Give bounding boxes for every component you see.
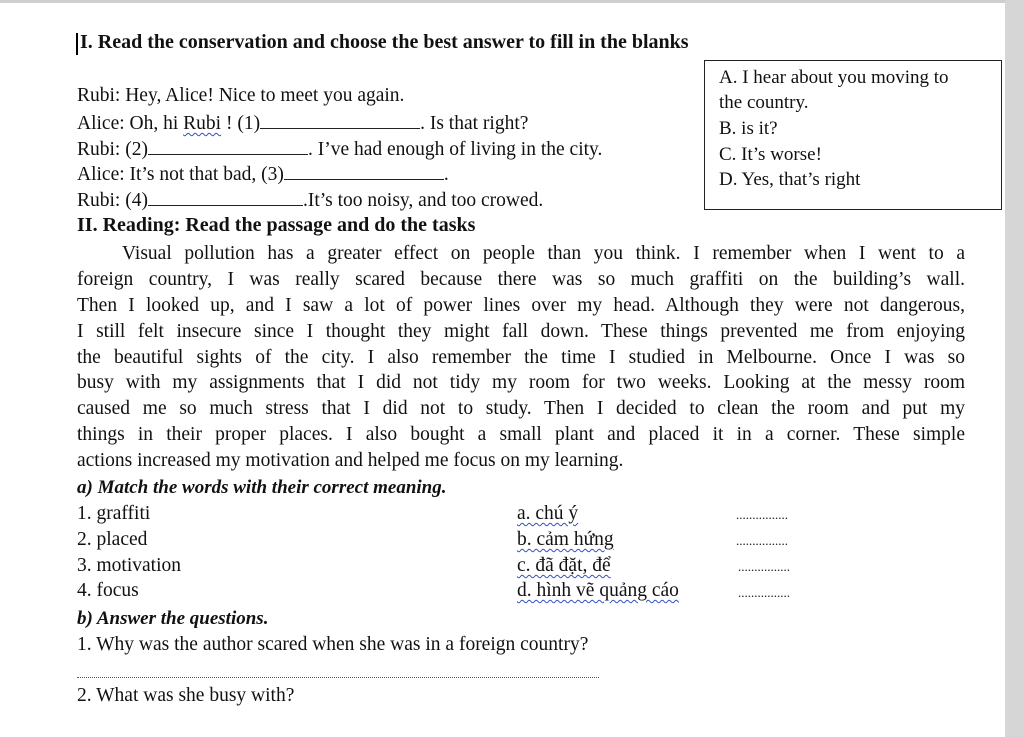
fill-blank-1[interactable] bbox=[260, 111, 420, 129]
match-word-2: 2. placed bbox=[77, 529, 148, 550]
option-a: A. I hear about you moving to bbox=[719, 67, 949, 88]
task-a-title: a) Match the words with their correct meaning. bbox=[77, 477, 447, 498]
dialogue-line-2 bbox=[77, 111, 528, 135]
blank-number: (2) bbox=[125, 139, 148, 160]
option-d: D. Yes, that’s right bbox=[719, 169, 861, 190]
fill-blank-2[interactable] bbox=[148, 137, 308, 155]
window-edge bbox=[1005, 0, 1024, 737]
passage-line: things in their proper places. I also bought a small plant and placed it in a corner. These simple bbox=[77, 424, 965, 446]
options-box bbox=[704, 60, 1002, 210]
dialogue-text: . I’ve had enough of living in the city. bbox=[307, 139, 603, 160]
option-b: B. is it? bbox=[719, 118, 778, 139]
match-meaning-b: b. cảm hứng bbox=[517, 529, 614, 550]
question-2: 2. What was she busy with? bbox=[77, 685, 295, 706]
dialogue-line-1 bbox=[77, 85, 404, 107]
passage-line: busy with my assignments that I did not tidy my room for two weeks. Looking at the messy room bbox=[77, 372, 965, 394]
reading-passage bbox=[77, 241, 965, 474]
dialogue-punct: ! bbox=[221, 113, 238, 134]
dialogue-speaker: Alice: Oh, hi bbox=[77, 113, 184, 134]
passage-line: I still felt insecure since I thought they might fall down. These things prevented me from enjoying bbox=[77, 320, 965, 342]
match-meaning-d: d. hình vẽ quảng cáo bbox=[517, 580, 679, 601]
answer-blank-4[interactable]: ................ bbox=[738, 585, 790, 600]
fill-blank-3[interactable] bbox=[284, 162, 444, 180]
match-word-4: 4. focus bbox=[77, 580, 139, 601]
text-cursor bbox=[76, 33, 78, 55]
match-word-3: 3. motivation bbox=[77, 555, 181, 576]
blank-number: (3) bbox=[261, 164, 284, 185]
blank-number: (1) bbox=[237, 113, 261, 134]
passage-line: Then I looked up, and I saw a lot of power lines over my head. Although they were not dangerous, bbox=[77, 294, 965, 316]
section1-heading: I. Read the conservation and choose the best answer to fill in the blanks bbox=[80, 31, 689, 53]
dialogue-line-5 bbox=[77, 188, 543, 212]
section2-heading: II. Reading: Read the passage and do the tasks bbox=[77, 214, 476, 236]
question-1: 1. Why was the author scared when she was in a foreign country? bbox=[77, 634, 589, 655]
passage-line: Visual pollution has a greater effect on people than you think. I remember when I went to a bbox=[122, 243, 965, 264]
dialogue-name: Rubi bbox=[183, 113, 222, 134]
passage-line: the beautiful sights of the city. I also remember the time I studied in Melbourne. Once I was so bbox=[77, 346, 965, 368]
answer-line-1[interactable] bbox=[77, 677, 599, 678]
dialogue-line-4 bbox=[77, 162, 449, 186]
answer-blank-2[interactable]: ................ bbox=[736, 533, 788, 548]
dialogue-speaker: Rubi: bbox=[77, 190, 126, 211]
dialogue-text: . bbox=[443, 164, 449, 185]
passage-line: caused me so much stress that I did not to study. Then I decided to clean the room and put my bbox=[77, 398, 965, 420]
dialogue-text: .It’s too noisy, and too crowed. bbox=[302, 190, 544, 211]
dialogue-line-3 bbox=[77, 137, 602, 161]
option-c: C. It’s worse! bbox=[719, 144, 822, 165]
option-a-continued: the country. bbox=[719, 92, 809, 113]
dialogue-speaker: Rubi: bbox=[77, 139, 126, 160]
fill-blank-4[interactable] bbox=[148, 188, 303, 206]
top-edge bbox=[0, 0, 1005, 3]
answer-blank-1[interactable]: ................ bbox=[736, 507, 788, 522]
task-b-title: b) Answer the questions. bbox=[77, 608, 269, 629]
dialogue-text: . Is that right? bbox=[420, 113, 529, 134]
match-meaning-c: c. đã đặt, để bbox=[517, 555, 611, 576]
dialogue-text: Rubi: Hey, Alice! Nice to meet you again. bbox=[77, 85, 405, 106]
passage-line: foreign country, I was really scared because there was so much graffiti on the building’s wall. bbox=[77, 268, 965, 290]
blank-number: (4) bbox=[125, 190, 148, 211]
passage-line: actions increased my motivation and helped me focus on my learning. bbox=[77, 450, 624, 472]
answer-blank-3[interactable]: ................ bbox=[738, 559, 790, 574]
match-word-1: 1. graffiti bbox=[77, 503, 151, 524]
dialogue-speaker: Alice: It’s not that bad, bbox=[77, 164, 262, 185]
match-meaning-a: a. chú ý bbox=[517, 503, 579, 524]
